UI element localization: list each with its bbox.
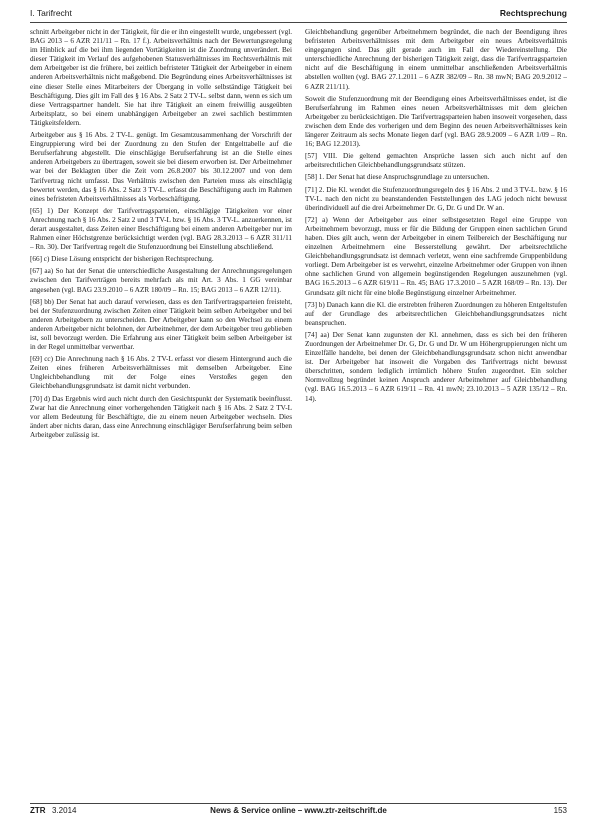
section-title: I. Tarifrecht — [30, 8, 72, 18]
paragraph: Soweit die Stufenzuordnung mit der Beendigung eines Arbeitsverhältnisses endet, ist die Berufserfahrung im Rahmen eines neuen Arbeitsverhältnisses mit dem gleichen Arbeitgeber zu berücksichtigen. Die Tarifvertragsparteien haben insoweit vorgesehen, dass zwischen dem Ende des vorherigen und dem Beginn des neuen Arbeitsverhältnisses kein längerer Zeitraum als sechs Monate liegen darf (vgl. BAG 28.9.2009 – 6 AZR 1/09 – Rn. 16; BAG 12.2013). — [305, 94, 567, 149]
section-category: Rechtsprechung — [499, 8, 567, 18]
paragraph: [57] VIII. Die geltend gemachten Ansprüche lassen sich auch nicht auf den arbeitsrechtlichen Gleichbehandlungsgrundsatz stützen. — [305, 152, 567, 170]
paragraph: [70] d) Das Ergebnis wird auch nicht durch den Gesichtspunkt der Systematik beeinflusst. Zwar hat die Anrechnung einer vorhergehenden Tätigkeit nach § 16 Abs. 2 Satz 2 TV-L vor allem Bedeutung für Beschäftigte, die zu einem neuen Arbeitgeber wechseln. Dies ändert aber nichts daran, dass eine Anrechnung einschlägiger Berufserfahrung beim selben Arbeitgeber zulässig ist. — [30, 394, 292, 439]
header-rule — [30, 22, 567, 23]
paragraph: [71] 2. Die Kl. wendet die Stufenzuordnungsregeln des § 16 Abs. 2 und 3 TV-L. bzw. § 16 TV-L. nach den nicht zu beanstandenden Feststellungen des LAG jedoch nicht bewusst überindividuell auf die drei Arbeitnehmer Dr. G, Dr. G und Dr. W an. — [305, 185, 567, 212]
journal-name: ZTR — [30, 806, 46, 815]
paragraph: schnitt Arbeitgeber nicht in der Tätigkeit, für die er ihn eingestellt wurde, ungebessert (vgl. BAG 2013 – 6 AZR 211/11 – Rn. 17 f.). Arbeitsverhältnis nach der Bewertungsregelung im Hinblick auf die bei ihm liegenden Vortätigkeiten ist die Zuordnung unverändert. Bei dieser Tätigkeit im Verlauf des aufgehobenen Statusverhältnisses im Rechtsverhältnis mit dem Arbeitgeber ist die frühere, bei zeitlich befristeter Tätigkeit der Arbeitgeber in einem anderen Arbeitsverhältnis nicht maßgebend. Die Begründung eines Arbeitsverhältnisses ist eine dieser Stelle eines Mitarbeiters der Übergang in volle selbständige Tätigkeit bei Beschäftigung. Dies gilt im Fall des § 16 Abs. 2 Satz 2 TV-L. selbst dann, wenn es sich um diese Vertragspartner handelt. Sie hat ihre Tätigkeit an einem freiwillig ausgeübten Arbeitsplatz, so bei einem unabhängigen Arbeitgeber an zwei sachlich bestimmten Tätigkeitsfeldern. — [30, 28, 292, 127]
paragraph: [73] b) Danach kann die Kl. die erstrebten früheren Zuordnungen zu höheren Entgeltstufen auf der Grundlage des arbeitsrechtlichen Gleichbehandlungsgrundsatzes nicht beanspruchen. — [305, 300, 567, 327]
paragraph: [68] bb) Der Senat hat auch darauf verwiesen, dass es den Tarifvertragsparteien freisteht, bei der Stufenzuordnung zwischen Zeiten einer Tätigkeit beim selben Arbeitgeber und bei anderen Arbeitgebern zu unterscheiden. Der Arbeitgeber kann so den Wechsel zu einem anderen Arbeitgeber nicht belohnen, der Arbeitnehmer, der dem Arbeitgeber treu geblieben ist, soll bevorzugt werden. Die Erfahrung aus einer Tätigkeit beim selben Arbeitgeber ist in der Regel unmittelbar verwertbar. — [30, 297, 292, 352]
paragraph: [72] a) Wenn der Arbeitgeber aus einer selbstgesetzten Regel eine Gruppe von Arbeitnehmern bevorzugt, muss er für die Bildung der Gruppen einen sachlichen Grund haben. Dies gilt auch, wenn der Arbeitgeber in einem Teilbereich der Beschäftigung nur einzelnen Arbeitnehmern eine Besserstellung gewährt. Der arbeitsrechtliche Gleichbehandlungsgrundsatz ist demnach verletzt, wenn eine sachfremde Gruppenbildung vorliegt. Dem Arbeitgeber ist es verwehrt, einzelne Arbeitnehmer oder Gruppen von ihnen ohne sachlichen Grund von allgemein begünstigenden Regelungen auszunehmen (vgl. BAG 16.5.2013 – 6 AZR 619/11 – Rn. 45; BAG 17.3.2010 – 5 AZR 168/09 – Rn. 13). Der Grundsatz gilt nicht für eine bloße Begünstigung einzelner Arbeitnehmer. — [305, 215, 567, 297]
paragraph: [58] 1. Der Senat hat diese Anspruchsgrundlage zu untersuchen. — [305, 173, 490, 182]
running-header — [30, 8, 567, 22]
right-column — [305, 28, 567, 800]
running-footer — [30, 806, 567, 820]
journal-website: News & Service online – www.ztr-zeitschrift.de — [210, 806, 387, 815]
page-number: 153 — [553, 806, 567, 815]
paragraph: [65] 1) Der Konzept der Tarifvertragsparteien, einschlägige Tätigkeiten vor einer Anrechnung nach § 16 Abs. 2 Satz 2 und 3 TV-L bzw. § 16 Abs. 3 TV-L. anzuerkennen, ist derart ausgestaltet, dass Zeiten einer Beschäftigung bei einem anderen Arbeitgeber nur im Rahmen einer Höchstgrenze berücksichtigt werden (vgl. BAG 28.3.2013 – 6 AZR 311/11 – Rn. 30). Der Tarifvertrag regelt die Stufenzuordnung bei Einstellung abschließend. — [30, 206, 292, 252]
issue-number: 3.2014 — [52, 806, 77, 815]
footer-rule — [30, 803, 567, 804]
paragraph: [67] aa) So hat der Senat die unterschiedliche Ausgestaltung der Anrechnungsregelungen zwischen den Tarifverträgen bereits mehrfach als mit Art. 3 Abs. 1 GG vereinbar angesehen (vgl. BAG 23.9.2010 – 6 AZR 180/09 – Rn. 15; BAG 2013 – 6 AZR 12/11). — [30, 267, 292, 294]
paragraph: Gleichbehandlung gegenüber Arbeitnehmern begründet, die nach der Beendigung ihres befristeten Arbeitsverhältnisses mit dem Arbeitgeber ein neues Arbeitsverhältnis eingegangen sind. Das gilt gerade auch im Fall der Wiedereinstellung. Die unterschiedliche Anrechnung der bisherigen Tätigkeit zeigt, dass die Tarifvertragsparteien nicht auf die Beschäftigung in einem unmittelbar anschließenden Arbeitsverhältnis abstellen wollten (vgl. BAG 27.1.2011 – 6 AZR 382/09 – Rn. 38 mwN; BAG 20.9.2012 – 6 AZR 211/11). — [305, 28, 567, 91]
left-column — [30, 28, 292, 800]
paragraph: Arbeitgeber aus § 16 Abs. 2 TV-L. genügt. Im Gesamtzusammenhang der Vorschrift der Eingruppierung wird bei der Zuordnung zu den Stufen der Entgelttabelle auf die Berufserfahrung abgestellt. Die einschlägige Berufserfahrung ist an die Stelle eines anderen Arbeitgebers zu übertragen, soweit sie bei diesem erworben ist. Der Arbeitnehmer war bei der Beklagten über die Zeit vom 26.8.2007 bis 30.12.2007 und von dem Tarifvertrag nicht umfasst. Das Verhältnis zwischen den Parteien muss als einschlägig bewertet werden, das § 16 Abs. 2 Satz 3 TV-L. erfasst die Beschäftigung auch im Rahmen eines befristeten Arbeitsverhältnisses als Vorbeschäftigung. — [30, 131, 292, 203]
paragraph: [69] cc) Die Anrechnung nach § 16 Abs. 2 TV-L erfasst vor diesem Hintergrund auch die Zeiten eines früheren Arbeitsverhältnisses mit demselben Arbeitgeber. Eine Ungleichbehandlung mit der Folge eines Verstoßes gegen den Gleichbehandlungsgrundsatz ist damit nicht verbunden. — [30, 355, 292, 391]
paragraph: [74] aa) Der Senat kann zugunsten der Kl. annehmen, dass es sich bei den früheren Zuordnungen der Arbeitnehmer Dr. G, Dr. G und Dr. W um Höhergruppierungen nicht um Einzelfälle handelte, bei denen der Gleichbehandlungsgrundsatz schon nicht anwendbar ist. Der Arbeitgeber hat insoweit die Vorgaben des Tarifvertrags nicht bewusst überschritten, sondern lediglich irrtümlich höhere Stufen zugeordnet. Ein solcher Normvollzug begründet keinen Anspruch anderer Arbeitnehmer auf Gleichbehandlung (vgl. BAG 16.5.2013 – 6 AZR 619/11 – Rn. 41 mwN; 23.10.2013 – 5 AZR 135/12 – Rn. 14). — [305, 330, 567, 403]
paragraph: [66] c) Diese Lösung entspricht der bisherigen Rechtsprechung. — [30, 255, 214, 264]
